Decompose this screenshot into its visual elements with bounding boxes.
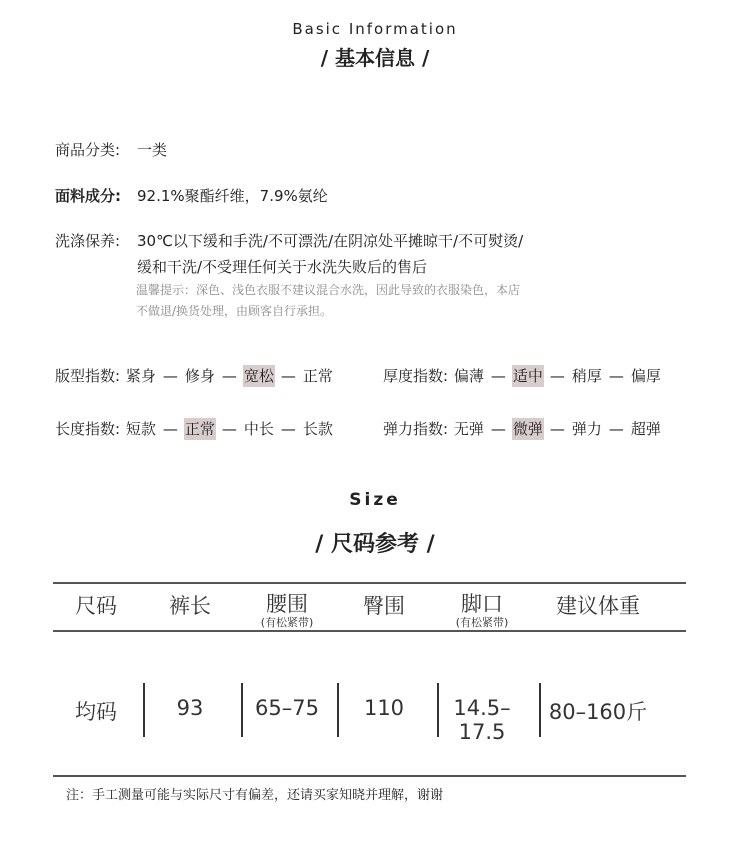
table-header-cell <box>543 590 653 620</box>
dash-separator: — <box>608 420 624 438</box>
table-cell: 14.5–17.5 <box>453 696 511 744</box>
table-header-cell <box>427 588 537 630</box>
column-divider <box>241 683 243 737</box>
fabric-value: 92.1%聚酯纤维，7.9%氨纶 <box>137 187 328 205</box>
tip-note <box>136 280 520 322</box>
index-option: 短款 <box>125 420 156 438</box>
care-line2: 缓和干洗/不受理任何关于水洗失败后的售后 <box>137 258 428 276</box>
header-subtext: (有松紧带) <box>455 616 509 629</box>
header-text: 裤长 <box>169 594 211 618</box>
dash-separator: — <box>162 367 178 385</box>
header-text: 建议体重 <box>556 594 640 618</box>
size-title-cn: / 尺码参考 / <box>315 532 435 557</box>
table-cell: 93 <box>176 696 204 720</box>
index-thickness <box>383 365 662 386</box>
care-label: 洗涤保养: <box>55 232 121 250</box>
index-option: 稍厚 <box>571 367 602 385</box>
tip-line1: 温馨提示：深色、浅色衣服不建议混合水洗，因此导致的衣服染色，本店 <box>136 283 521 297</box>
index-label: 厚度指数: <box>383 367 449 385</box>
care-row <box>55 230 523 251</box>
table-cell: 均码 <box>75 700 117 724</box>
dash-separator: — <box>490 367 506 385</box>
index-option: 中长 <box>243 420 274 438</box>
index-option: 无弹 <box>453 420 484 438</box>
table-header-cell <box>232 588 342 630</box>
header-text: 腰围 <box>266 592 308 616</box>
table-bottom-rule <box>53 775 686 777</box>
index-elasticity <box>383 418 662 439</box>
section-title-en: Basic Information <box>292 20 458 38</box>
header-subtext: (有松紧带) <box>260 616 314 629</box>
table-header-rule <box>53 630 686 632</box>
category-row <box>55 139 167 160</box>
index-option-selected: 微弹 <box>512 420 543 438</box>
index-option: 弹力 <box>571 420 602 438</box>
table-cell: 65–75 <box>255 696 319 720</box>
index-option: 正常 <box>302 367 333 385</box>
index-option-selected: 正常 <box>184 420 215 438</box>
table-top-rule <box>53 582 686 584</box>
index-option-selected: 宽松 <box>243 367 274 385</box>
dash-separator: — <box>490 420 506 438</box>
index-option: 修身 <box>184 367 215 385</box>
table-cell: 110 <box>363 696 405 720</box>
header-text: 尺码 <box>75 594 117 618</box>
index-option: 偏厚 <box>630 367 661 385</box>
index-label: 版型指数: <box>55 367 121 385</box>
index-fit <box>55 365 334 386</box>
dash-separator: — <box>280 420 296 438</box>
footnote: 注：手工测量可能与实际尺寸有偏差，还请买家知晓并理解，谢谢 <box>66 788 444 803</box>
column-divider <box>143 683 145 737</box>
dash-separator: — <box>608 367 624 385</box>
table-cell: 80–160斤 <box>548 700 648 724</box>
index-option-selected: 适中 <box>512 367 543 385</box>
index-option: 长款 <box>302 420 333 438</box>
header-text: 臀围 <box>363 594 405 618</box>
category-value: 一类 <box>137 141 168 159</box>
tip-line2: 不做退/换货处理，由顾客自行承担。 <box>136 304 333 318</box>
index-label: 弹力指数: <box>383 420 449 438</box>
column-divider <box>539 683 541 737</box>
column-divider <box>437 683 439 737</box>
dash-separator: — <box>549 367 565 385</box>
dash-separator: — <box>280 367 296 385</box>
section-title-cn: / 基本信息 / <box>320 46 430 70</box>
index-label: 长度指数: <box>55 420 121 438</box>
category-label: 商品分类: <box>55 141 121 159</box>
care-line1: 30℃以下缓和手洗/不可漂洗/在阴凉处平摊晾干/不可熨烫/ <box>137 232 524 250</box>
fabric-row <box>55 185 328 206</box>
dash-separator: — <box>549 420 565 438</box>
index-option: 紧身 <box>125 367 156 385</box>
dash-separator: — <box>162 420 178 438</box>
fabric-label: 面料成分: <box>55 187 121 205</box>
table-header-cell <box>329 590 439 620</box>
dash-separator: — <box>221 420 237 438</box>
index-length <box>55 418 334 439</box>
dash-separator: — <box>221 367 237 385</box>
column-divider <box>337 683 339 737</box>
index-option: 超弹 <box>630 420 661 438</box>
table-header-cell <box>135 590 245 620</box>
header-text: 脚口 <box>461 592 503 616</box>
size-title-en: Size <box>349 490 401 510</box>
index-option: 偏薄 <box>453 367 484 385</box>
